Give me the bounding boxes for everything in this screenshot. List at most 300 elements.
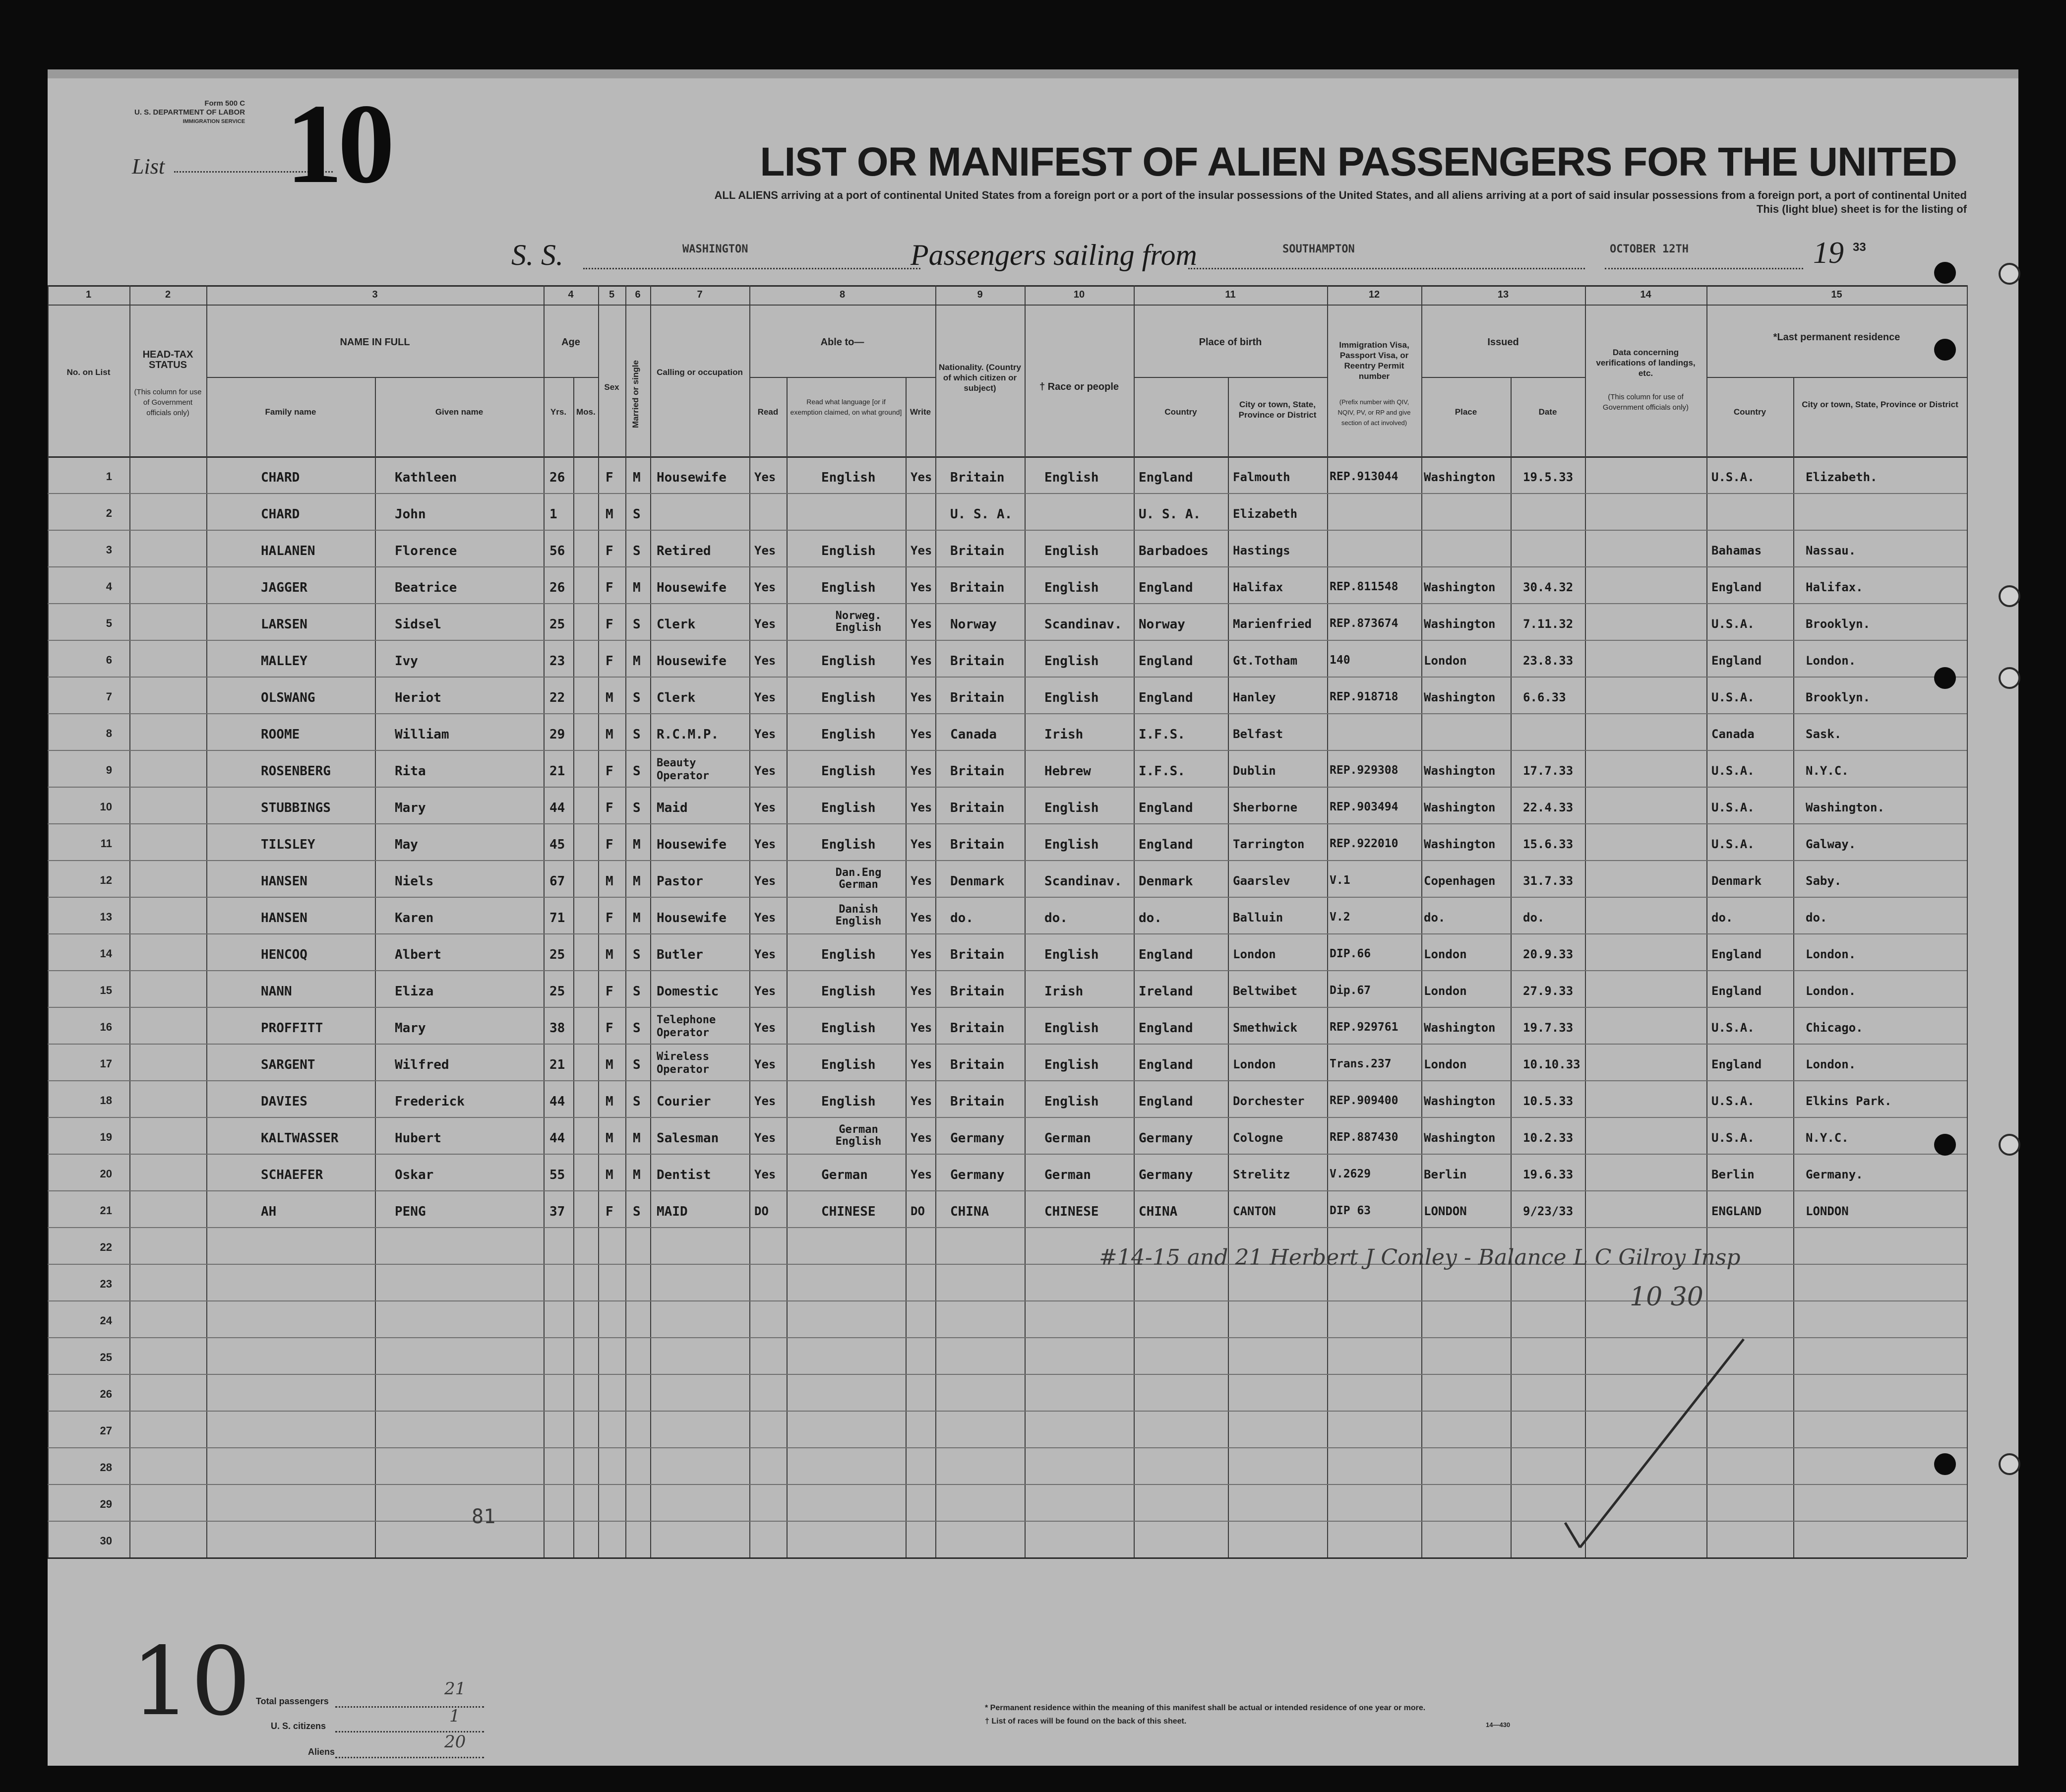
column-number: 6	[635, 289, 641, 300]
row-number: 13	[100, 911, 112, 923]
cell-rcity: Brooklyn.	[1806, 690, 1871, 704]
cell-ms: S	[633, 544, 641, 558]
cell-write: DO	[911, 1204, 925, 1218]
cell-iplace: London	[1424, 654, 1467, 668]
cell-race: Irish	[1044, 984, 1084, 999]
row-number: 23	[100, 1278, 112, 1290]
column-number: 7	[697, 289, 703, 300]
print-code: 14—430	[1486, 1721, 1511, 1729]
footnote-residence: * Permanent residence within the meaning of this manifest shall be actual or intended residence of one year or more.	[985, 1704, 1426, 1712]
handwritten-time-note: 10 30	[1630, 1282, 1703, 1312]
binder-hole	[1934, 339, 1956, 361]
cell-occ: Maid	[657, 801, 688, 815]
cell-write: Yes	[911, 1131, 932, 1145]
row-number: 19	[100, 1131, 112, 1143]
cell-family: NANN	[261, 984, 292, 999]
cell-race: English	[1044, 947, 1099, 962]
cell-occ: Clerk	[657, 690, 696, 705]
list-label: List	[132, 154, 165, 179]
cell-bcity: London	[1233, 1057, 1276, 1071]
cell-sex: F	[606, 911, 613, 926]
binder-ring	[1999, 1134, 2020, 1156]
header-race: † Race or people	[1039, 381, 1119, 392]
cell-sex: F	[606, 617, 613, 632]
cell-nat: Britain	[950, 580, 1005, 595]
cell-ms: S	[633, 984, 641, 999]
row-number: 20	[100, 1168, 112, 1180]
cell-iplace: Washington	[1424, 837, 1496, 851]
column-number: 11	[1225, 289, 1236, 300]
cell-nat: Germany	[950, 1168, 1005, 1182]
cell-sex: M	[606, 507, 613, 522]
cell-iplace: Washington	[1424, 617, 1496, 631]
cell-read: Yes	[754, 911, 776, 925]
cell-lang: English	[821, 947, 876, 962]
row-number: 7	[106, 690, 112, 703]
cell-visa: 140	[1330, 654, 1350, 667]
cell-sex: F	[606, 544, 613, 558]
ship-name: WASHINGTON	[682, 243, 748, 255]
cell-nat: Norway	[950, 617, 997, 632]
row-number: 8	[106, 727, 112, 740]
header-mos: Mos.	[576, 407, 596, 417]
cell-lang: Dan.Eng German	[835, 866, 882, 891]
row-number: 17	[100, 1057, 112, 1070]
row-number: 15	[100, 984, 112, 996]
sailing-label: Passengers sailing from	[911, 239, 1197, 271]
cell-iplace: Washington	[1424, 1094, 1496, 1108]
binder-hole	[1934, 262, 1956, 284]
cell-read: Yes	[754, 984, 776, 998]
cell-given: Kathleen	[395, 470, 457, 485]
cell-family: DAVIES	[261, 1094, 307, 1109]
cell-rc: do.	[1711, 911, 1733, 925]
cell-iplace: Copenhagen	[1424, 874, 1496, 888]
cell-nat: Britain	[950, 654, 1005, 669]
cell-write: Yes	[911, 690, 932, 704]
cell-sex: M	[606, 874, 613, 889]
header-no-on-list: No. on List	[66, 368, 111, 377]
cell-rc: England	[1711, 984, 1762, 998]
cell-bc: England	[1139, 1021, 1193, 1036]
cell-write: Yes	[911, 984, 932, 998]
footnote-races: † List of races will be found on the back of this sheet.	[985, 1717, 1187, 1726]
cell-yrs: 23	[549, 654, 565, 669]
cell-visa: V.1	[1330, 874, 1350, 887]
cell-occ: Telephone Operator	[657, 1014, 716, 1039]
cell-given: Sidsel	[395, 617, 441, 632]
cell-bcity: Tarrington	[1233, 837, 1305, 851]
cell-bcity: Gt.Totham	[1233, 654, 1298, 668]
cell-yrs: 26	[549, 470, 565, 485]
manifest-sheet	[48, 69, 2018, 1766]
cell-yrs: 25	[549, 947, 565, 962]
cell-idate: 10.5.33	[1523, 1094, 1574, 1108]
cell-read: Yes	[754, 1021, 776, 1035]
cell-visa: REP.873674	[1330, 617, 1398, 630]
cell-rcity: N.Y.C.	[1806, 1131, 1849, 1145]
cell-given: Mary	[395, 1021, 426, 1036]
cell-given: Ivy	[395, 654, 418, 669]
cell-read: Yes	[754, 874, 776, 888]
cell-nat: Britain	[950, 764, 1005, 779]
row-number: 4	[106, 580, 112, 593]
cell-write: Yes	[911, 874, 932, 888]
header-res-city: City or town, State, Province or District	[1802, 400, 1958, 409]
large-checkmark	[1565, 1339, 1744, 1547]
cell-family: OLSWANG	[261, 690, 315, 705]
cell-write: Yes	[911, 544, 932, 557]
cell-idate: do.	[1523, 911, 1545, 925]
cell-idate: 27.9.33	[1523, 984, 1574, 998]
cell-family: PROFFITT	[261, 1021, 323, 1036]
cell-yrs: 71	[549, 911, 565, 926]
cell-rc: Denmark	[1711, 874, 1762, 888]
row-number: 16	[100, 1021, 112, 1033]
cell-race: English	[1044, 654, 1099, 669]
cell-write: Yes	[911, 801, 932, 814]
cell-lang: English	[821, 984, 876, 999]
us-citizens-value: 1	[449, 1706, 460, 1726]
cell-yrs: 21	[549, 1057, 565, 1072]
cell-idate: 20.9.33	[1523, 947, 1574, 961]
cell-yrs: 44	[549, 1131, 565, 1146]
cell-visa: REP.929761	[1330, 1021, 1398, 1034]
cell-write: Yes	[911, 1168, 932, 1181]
row-number: 30	[100, 1535, 112, 1547]
cell-sex: M	[606, 727, 613, 742]
cell-nat: Britain	[950, 470, 1005, 485]
cell-read: Yes	[754, 837, 776, 851]
cell-nat: Canada	[950, 727, 997, 742]
cell-yrs: 38	[549, 1021, 565, 1036]
cell-visa: REP.903494	[1330, 801, 1398, 813]
cell-lang: Norweg. English	[835, 610, 882, 634]
cell-read: Yes	[754, 727, 776, 741]
us-citizens-label: U. S. citizens	[271, 1721, 326, 1731]
cell-given: Beatrice	[395, 580, 457, 595]
cell-family: SCHAEFER	[261, 1168, 323, 1182]
cell-family: SARGENT	[261, 1057, 315, 1072]
cell-bcity: Smethwick	[1233, 1021, 1298, 1035]
cell-idate: 30.4.32	[1523, 580, 1574, 594]
cell-iplace: London	[1424, 984, 1467, 998]
cell-read: Yes	[754, 580, 776, 594]
cell-occ: Retired	[657, 544, 711, 558]
cell-given: Eliza	[395, 984, 434, 999]
cell-write: Yes	[911, 837, 932, 851]
cell-rcity: Saby.	[1806, 874, 1842, 888]
cell-ms: M	[633, 1168, 641, 1182]
row-number: 9	[106, 764, 112, 776]
cell-read: Yes	[754, 690, 776, 704]
row-number: 24	[100, 1314, 112, 1327]
cell-bc: Ireland	[1139, 984, 1193, 999]
header-read: Read	[757, 407, 779, 417]
cell-lang: English	[821, 764, 876, 779]
cell-yrs: 44	[549, 801, 565, 815]
cell-write: Yes	[911, 1021, 932, 1035]
cell-bcity: Sherborne	[1233, 801, 1298, 814]
cell-bcity: CANTON	[1233, 1204, 1276, 1218]
cell-occ: Housewife	[657, 654, 727, 669]
cell-bcity: Cologne	[1233, 1131, 1283, 1145]
cell-bc: England	[1139, 837, 1193, 852]
sailing-date: OCTOBER 12TH	[1610, 243, 1689, 255]
cell-race: English	[1044, 470, 1099, 485]
cell-occ: Pastor	[657, 874, 703, 889]
row-number: 5	[106, 617, 112, 629]
header-name-in-full: NAME IN FULL	[340, 337, 410, 348]
cell-ms: M	[633, 874, 641, 889]
cell-rcity: N.Y.C.	[1806, 764, 1849, 778]
cell-given: Oskar	[395, 1168, 434, 1182]
cell-sex: F	[606, 580, 613, 595]
cell-race: Hebrew	[1044, 764, 1091, 779]
subtitle-line-2: This (light blue) sheet is for the listing of	[1756, 203, 1967, 215]
cell-yrs: 1	[549, 507, 557, 522]
cell-rc: Canada	[1711, 727, 1755, 741]
cell-yrs: 25	[549, 984, 565, 999]
cell-nat: U. S. A.	[950, 507, 1013, 522]
cell-bcity: Elizabeth	[1233, 507, 1298, 521]
column-number: 1	[85, 289, 92, 300]
cell-given: William	[395, 727, 449, 742]
row-number: 26	[100, 1388, 112, 1400]
cell-sex: F	[606, 984, 613, 999]
cell-nat: Britain	[950, 544, 1005, 558]
cell-write: Yes	[911, 947, 932, 961]
cell-occ: Housewife	[657, 837, 727, 852]
cell-family: ROSENBERG	[261, 764, 331, 779]
cell-iplace: LONDON	[1424, 1204, 1467, 1218]
cell-idate: 9/23/33	[1523, 1204, 1574, 1218]
cell-nat: Britain	[950, 801, 1005, 815]
cell-family: CHARD	[261, 470, 300, 485]
cell-occ: R.C.M.P.	[657, 727, 719, 742]
cell-sex: F	[606, 654, 613, 669]
cell-bc: do.	[1139, 911, 1162, 926]
cell-occ: MAID	[657, 1204, 688, 1219]
cell-lang: English	[821, 1057, 876, 1072]
cell-occ: Housewife	[657, 911, 727, 926]
header-married: Married or single	[631, 360, 640, 429]
list-number: 10	[286, 80, 390, 207]
cell-occ: Courier	[657, 1094, 711, 1109]
cell-race: English	[1044, 801, 1099, 815]
cell-race: English	[1044, 1057, 1099, 1072]
cell-bcity: Gaarslev	[1233, 874, 1290, 888]
cell-nat: Denmark	[950, 874, 1005, 889]
cell-rcity: Nassau.	[1806, 544, 1856, 557]
cell-family: ROOME	[261, 727, 300, 742]
cell-visa: DIP.66	[1330, 947, 1371, 960]
total-big-number: 10	[131, 1627, 251, 1736]
cell-sex: M	[606, 1094, 613, 1109]
cell-lang: German English	[835, 1123, 882, 1148]
header-yrs: Yrs.	[550, 407, 567, 417]
cell-write: Yes	[911, 654, 932, 668]
cell-bcity: London	[1233, 947, 1276, 961]
cell-lang: English	[821, 470, 876, 485]
cell-visa: REP.909400	[1330, 1094, 1398, 1107]
cell-read: Yes	[754, 1168, 776, 1181]
department-label: U. S. DEPARTMENT OF LABOR	[134, 108, 245, 117]
cell-visa: REP.929308	[1330, 764, 1398, 777]
cell-iplace: Washington	[1424, 470, 1496, 484]
cell-bc: I.F.S.	[1139, 764, 1185, 779]
cell-race: German	[1044, 1168, 1091, 1182]
column-number: 9	[977, 289, 983, 300]
row-number: 6	[106, 654, 112, 666]
cell-bcity: Dublin	[1233, 764, 1276, 778]
binder-ring	[1999, 263, 2020, 285]
cell-rc: Bahamas	[1711, 544, 1762, 557]
cell-family: HALANEN	[261, 544, 315, 558]
column-number: 3	[372, 289, 378, 300]
cell-given: Mary	[395, 801, 426, 815]
header-able-to: Able to—	[820, 337, 864, 348]
cell-iplace: do.	[1424, 911, 1446, 925]
column-number: 2	[165, 289, 171, 300]
cell-given: Florence	[395, 544, 457, 558]
header-place: Place	[1455, 407, 1477, 417]
cell-lang: German	[821, 1168, 868, 1182]
row-number: 18	[100, 1094, 112, 1107]
cell-rc: U.S.A.	[1711, 1094, 1755, 1108]
cell-read: Yes	[754, 1094, 776, 1108]
header-visa-note: (Prefix number with QIV, NQIV, PV, or RP and give section of act involved)	[1337, 398, 1411, 427]
cell-race: English	[1044, 690, 1099, 705]
cell-yrs: 44	[549, 1094, 565, 1109]
form-number: Form 500 C	[204, 99, 245, 108]
header-calling: Calling or occupation	[657, 368, 743, 377]
handwriting-marks	[48, 69, 2018, 1766]
column-number: 10	[1073, 289, 1085, 300]
cell-visa: Trans.237	[1330, 1057, 1392, 1070]
cell-ms: M	[633, 911, 641, 926]
cell-idate: 23.8.33	[1523, 654, 1574, 668]
cell-family: TILSLEY	[261, 837, 315, 852]
cell-nat: Britain	[950, 1057, 1005, 1072]
cell-given: Frederick	[395, 1094, 465, 1109]
cell-write: Yes	[911, 764, 932, 778]
cell-bcity: Halifax	[1233, 580, 1283, 594]
header-nationality: Nationality. (Country of which citizen or subject)	[939, 363, 1021, 393]
cell-visa: V.2	[1330, 911, 1350, 924]
cell-iplace: Washington	[1424, 580, 1496, 594]
header-country: Country	[1164, 407, 1197, 417]
cell-ms: S	[633, 727, 641, 742]
row-number: 10	[100, 801, 112, 813]
cell-bcity: Strelitz	[1233, 1168, 1290, 1181]
cell-rcity: London.	[1806, 984, 1856, 998]
cell-rcity: London.	[1806, 947, 1856, 961]
header-issued: Issued	[1487, 337, 1519, 348]
header-read-language: Read what language [or if exemption claimed, on what ground]	[790, 398, 902, 416]
cell-write: Yes	[911, 1094, 932, 1108]
cell-rcity: Germany.	[1806, 1168, 1863, 1181]
cell-rc: U.S.A.	[1711, 617, 1755, 631]
cell-bcity: Falmouth	[1233, 470, 1290, 484]
cell-race: Scandinav.	[1044, 874, 1122, 889]
cell-idate: 7.11.32	[1523, 617, 1574, 631]
cell-visa: REP.887430	[1330, 1131, 1398, 1144]
cell-bc: England	[1139, 947, 1193, 962]
row-number: 11	[100, 837, 112, 850]
cell-race: English	[1044, 580, 1099, 595]
cell-lang: English	[821, 654, 876, 669]
binder-ring	[1999, 1453, 2020, 1475]
cell-rcity: Galway.	[1806, 837, 1856, 851]
header-res-country: Country	[1733, 407, 1766, 417]
cell-iplace: London	[1424, 1057, 1467, 1071]
cell-read: Yes	[754, 947, 776, 961]
cell-rc: U.S.A.	[1711, 470, 1755, 484]
binder-ring	[1999, 585, 2020, 607]
cell-family: AH	[261, 1204, 277, 1219]
cell-bc: CHINA	[1139, 1204, 1178, 1219]
cell-family: LARSEN	[261, 617, 307, 632]
cell-rcity: Washington.	[1806, 801, 1884, 814]
column-number: 5	[608, 289, 615, 300]
cell-given: John	[395, 507, 426, 522]
cell-read: Yes	[754, 801, 776, 814]
cell-lang: CHINESE	[821, 1204, 876, 1219]
cell-nat: Britain	[950, 837, 1005, 852]
cell-occ: Butler	[657, 947, 703, 962]
cell-bcity: Hastings	[1233, 544, 1290, 557]
cell-nat: CHINA	[950, 1204, 989, 1219]
cell-bc: England	[1139, 580, 1193, 595]
row-number: 28	[100, 1461, 112, 1474]
cell-family: JAGGER	[261, 580, 307, 595]
cell-family: STUBBINGS	[261, 801, 331, 815]
cell-sex: F	[606, 837, 613, 852]
cell-given: Rita	[395, 764, 426, 779]
cell-write: Yes	[911, 617, 932, 631]
cell-rc: England	[1711, 1057, 1762, 1071]
cell-write: Yes	[911, 1057, 932, 1071]
cell-ms: S	[633, 947, 641, 962]
cell-rcity: Halifax.	[1806, 580, 1863, 594]
cell-iplace: Washington	[1424, 1021, 1496, 1035]
ship-label: S. S.	[511, 239, 563, 271]
cell-write: Yes	[911, 727, 932, 741]
cell-ms: S	[633, 1021, 641, 1036]
cell-visa: REP.811548	[1330, 580, 1398, 593]
cell-rc: Berlin	[1711, 1168, 1755, 1181]
cell-bc: England	[1139, 801, 1193, 815]
cell-bcity: Beltwibet	[1233, 984, 1298, 998]
header-head-tax-note: (This column for use of Government officials only)	[134, 388, 202, 417]
cell-race: English	[1044, 1094, 1099, 1109]
cell-lang: English	[821, 801, 876, 815]
cell-read: Yes	[754, 544, 776, 557]
cell-read: Yes	[754, 654, 776, 668]
cell-idate: 10.10.33	[1523, 1057, 1580, 1071]
row-number: 2	[106, 507, 112, 519]
cell-rc: U.S.A.	[1711, 1021, 1755, 1035]
cell-ms: S	[633, 1204, 641, 1219]
cell-occ: Beauty Operator	[657, 757, 709, 782]
cell-nat: Britain	[950, 1021, 1005, 1036]
cell-iplace: Washington	[1424, 801, 1496, 814]
cell-yrs: 25	[549, 617, 565, 632]
cell-sex: F	[606, 470, 613, 485]
cell-given: Karen	[395, 911, 434, 926]
cell-family: HANSEN	[261, 874, 307, 889]
